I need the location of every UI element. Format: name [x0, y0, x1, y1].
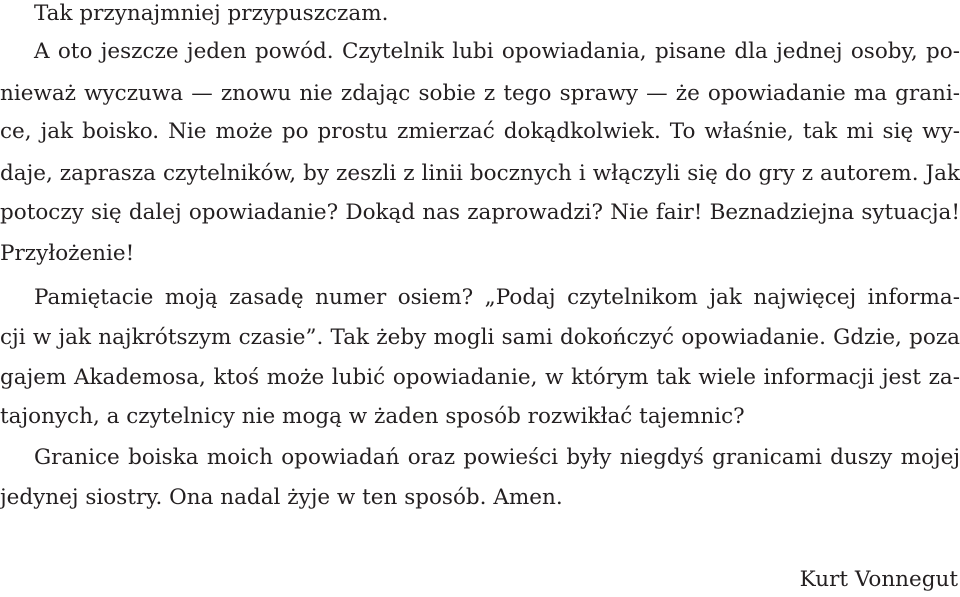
text-line: daje, zaprasza czytelników, by zeszli z linii bocznych i włączyli się do gry z autorem. Jak [0, 161, 960, 186]
text-line: A oto jeszcze jeden powód. Czytelnik lubi opowiadania, pisane dla jednej osoby, po- [34, 39, 960, 64]
text-line: Przyłożenie! [0, 241, 135, 266]
text-line: tajonych, a czytelnicy nie mogą w żaden sposób rozwikłać tajemnic? [0, 404, 745, 429]
author-signature: Kurt Vonnegut [799, 567, 958, 592]
text-line: Tak przynajmniej przypuszczam. [34, 1, 389, 26]
text-line: nieważ wyczuwa — znowu nie zdając sobie z tego sprawy — że opowiadanie ma grani- [0, 81, 960, 106]
text-line: potoczy się dalej opowiadanie? Dokąd nas zaprowadzi? Nie fair! Beznadziejna sytuacja! [0, 200, 960, 225]
text-line: Pamiętacie moją zasadę numer osiem? „Podaj czytelnikom jak najwięcej informa- [34, 285, 960, 310]
text-line: Granice boiska moich opowiadań oraz powieści były niegdyś granicami duszy mojej [34, 445, 960, 470]
text-line: gajem Akademosa, ktoś może lubić opowiadanie, w którym tak wiele informacji jest za- [0, 365, 960, 390]
text-line: cji w jak najkrótszym czasie”. Tak żeby mogli sami dokończyć opowiadanie. Gdzie, poza [0, 325, 960, 350]
text-line: jedynej siostry. Ona nadal żyje w ten sposób. Amen. [0, 485, 563, 510]
text-line: ce, jak boisko. Nie może po prostu zmierzać dokądkolwiek. To właśnie, tak mi się wy- [0, 119, 960, 144]
